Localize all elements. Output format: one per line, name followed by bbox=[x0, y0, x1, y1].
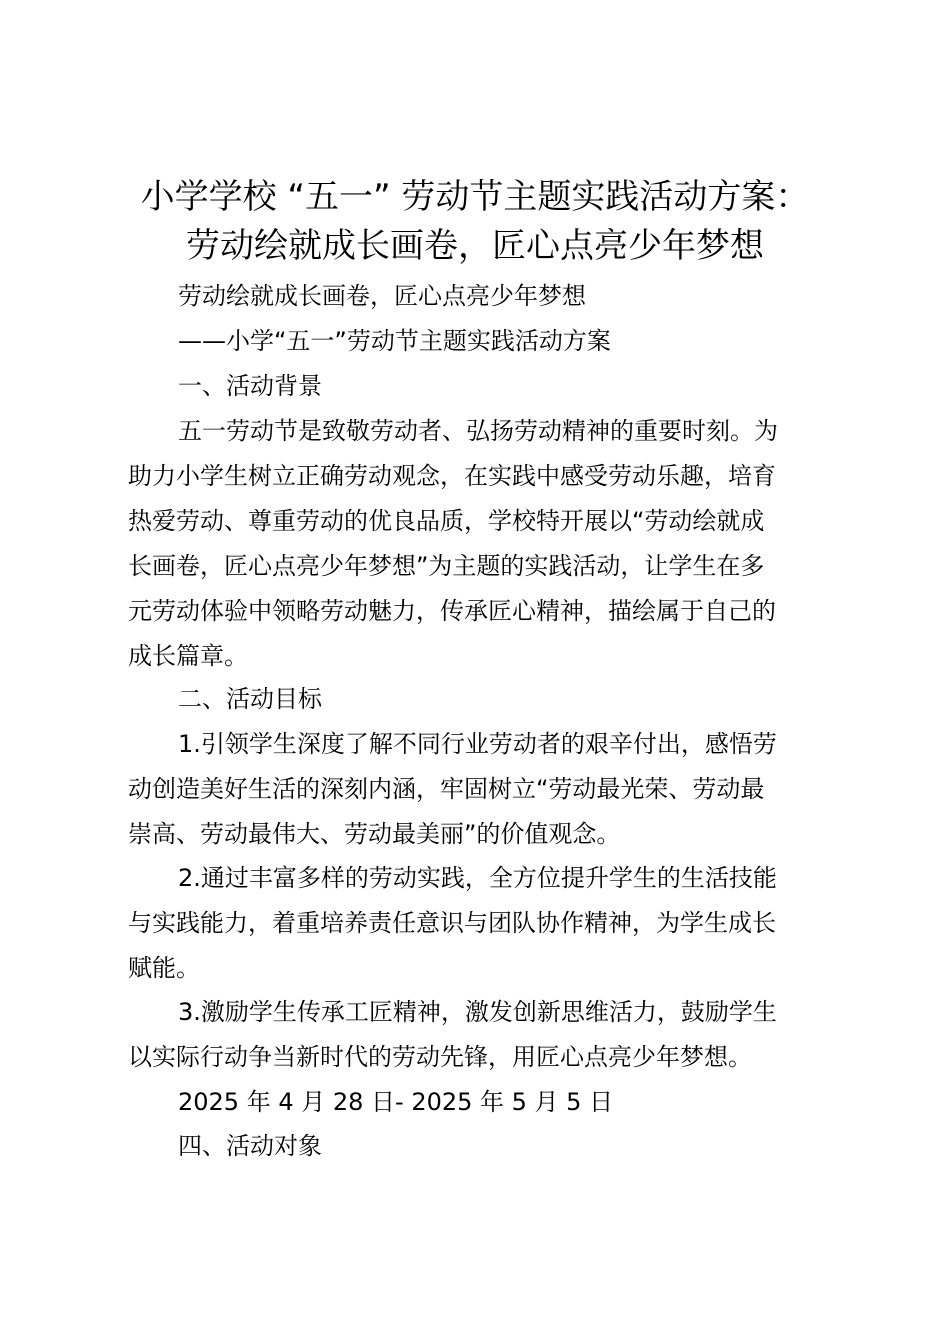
paragraph-line: 元劳动体验中领略劳动魅力，传承匠心精神，描绘属于自己的 bbox=[128, 597, 776, 625]
goal-3-line: 3.激励学生传承工匠精神，激发创新思维活力，鼓励学生 bbox=[178, 998, 777, 1026]
section-heading-background: 一、活动背景 bbox=[178, 372, 322, 400]
goal-2-line: 2.通过丰富多样的劳动实践，全方位提升学生的生活技能 bbox=[178, 864, 777, 892]
subtitle-plan: ——小学“五一”劳动节主题实践活动方案 bbox=[178, 327, 611, 355]
activity-date-range: 2025 年 4 月 28 日- 2025 年 5 月 5 日 bbox=[178, 1088, 614, 1116]
goal-1-line: 动创造美好生活的深刻内涵，牢固树立“劳动最光荣、劳动最 bbox=[128, 775, 765, 803]
goal-2-line: 与实践能力，着重培养责任意识与团队协作精神，为学生成长 bbox=[128, 909, 776, 937]
section-heading-goals: 二、活动目标 bbox=[178, 685, 322, 713]
document-title-line-2: 劳动绘就成长画卷，匠心点亮少年梦想 bbox=[186, 226, 764, 266]
goal-1-line: 崇高、劳动最伟大、劳动最美丽”的价值观念。 bbox=[128, 820, 621, 848]
subtitle: 劳动绘就成长画卷，匠心点亮少年梦想 bbox=[178, 282, 586, 310]
goal-2-line: 赋能。 bbox=[128, 954, 200, 982]
document-title-line-1: 小学学校 “五一” 劳动节主题实践活动方案： bbox=[140, 177, 810, 217]
section-heading-participants: 四、活动对象 bbox=[178, 1132, 322, 1160]
goal-1-line: 1.引领学生深度了解不同行业劳动者的艰辛付出，感悟劳 bbox=[178, 730, 777, 758]
goal-3-line: 以实际行动争当新时代的劳动先锋，用匠心点亮少年梦想。 bbox=[128, 1043, 752, 1071]
paragraph-line: 五一劳动节是致敬劳动者、弘扬劳动精神的重要时刻。为 bbox=[178, 417, 778, 445]
paragraph-line: 助力小学生树立正确劳动观念，在实践中感受劳动乐趣，培育 bbox=[128, 462, 776, 490]
paragraph-line: 热爱劳动、尊重劳动的优良品质，学校特开展以“劳动绘就成 bbox=[128, 507, 765, 535]
paragraph-line: 长画卷，匠心点亮少年梦想”为主题的实践活动，让学生在多 bbox=[128, 552, 765, 580]
paragraph-line: 成长篇章。 bbox=[128, 642, 248, 670]
